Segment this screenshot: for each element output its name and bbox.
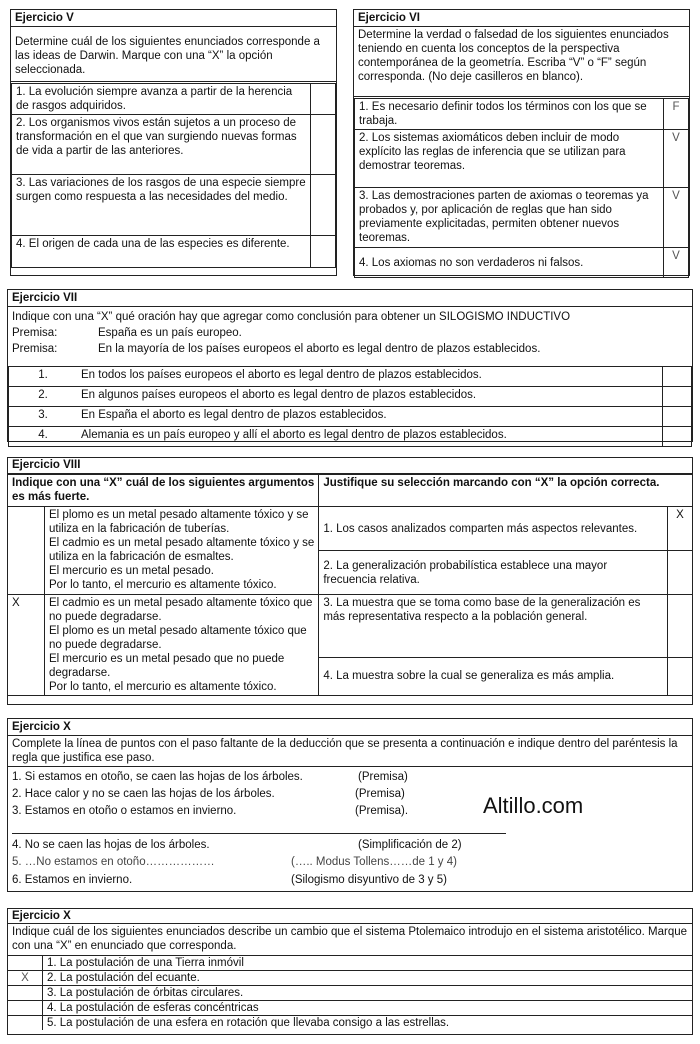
answer-cell[interactable] (8, 1001, 43, 1016)
option-text: 1. La evolución siempre avanza a partir de la herencia de rasgos adquiridos. (12, 84, 311, 115)
argument-line: El mercurio es un metal pesado que no puede degradarse. (49, 653, 285, 679)
answer-cell[interactable] (663, 427, 692, 447)
justification-text: 2. La generalización probabilística establece una mayor frecuencia relativa. (319, 551, 668, 595)
option-text: 4. El origen de cada una de las especies es diferente. (12, 236, 311, 268)
step-rule[interactable]: (….. Modus Tollens……de 1 y 4) (291, 856, 457, 868)
argument-line: El plomo es un metal pesado altamente tóxico y se utiliza en la fabricación de tuberías. (49, 509, 309, 535)
justification-text: 3. La muestra que se toma como base de la generalización es más representativa respecto a la población general. (319, 595, 668, 658)
exercise-title: Ejercicio V (11, 10, 336, 27)
argument-mark[interactable] (8, 507, 45, 595)
step-5 (12, 855, 215, 869)
option-row (355, 99, 689, 130)
answer-cell[interactable] (663, 387, 692, 407)
argument-line: El plomo es un metal pesado altamente tóxico que no puede degradarse. (49, 625, 307, 651)
exercise-7 (7, 289, 693, 442)
argument-line: Por lo tanto, el mercurio es altamente tóxico. (49, 579, 277, 591)
answer-cell[interactable]: V (664, 248, 689, 278)
option-row (9, 407, 692, 427)
premise-text: España es un país europeo. (98, 327, 242, 339)
step-4 (12, 838, 210, 852)
answer-cell[interactable] (8, 986, 43, 1001)
option-row (9, 427, 692, 447)
step-rule: (Premisa) (358, 771, 408, 783)
argument-row (8, 595, 692, 658)
option-text: 2. Los sistemas axiomáticos deben incluir de modo explícito las reglas de inferencia que se utilizan para demostrar teoremas. (355, 130, 664, 188)
step-rule: (Premisa). (355, 805, 409, 817)
step-3 (12, 804, 236, 818)
option-text: 3. La postulación de órbitas circulares. (43, 986, 693, 1001)
exercise-instructions: Determine la verdad o falsedad de los siguientes enunciados teniendo en cuenta los conceptos de la perspectiva contemporánea de la geometría. Escriba “V” o “F” según corresponda. (No deje casilleros en blanco). (354, 27, 689, 97)
step-2 (12, 787, 275, 801)
separator-line (12, 833, 506, 834)
option-text: 2. La postulación del ecuante. (43, 971, 693, 986)
option-row (8, 956, 692, 971)
answer-cell[interactable]: F (664, 99, 689, 130)
answer-cell[interactable] (311, 84, 336, 115)
exercise-10-deduction (7, 718, 693, 892)
option-row (12, 115, 336, 175)
answer-cell[interactable] (663, 407, 692, 427)
answer-cell[interactable] (311, 175, 336, 236)
step-rule: (Silogismo disyuntivo de 3 y 5) (291, 874, 447, 886)
exercise-title: Ejercicio X (8, 719, 692, 736)
option-row (355, 248, 689, 278)
exercise-instructions: Determine cuál de los siguientes enunciados corresponde a las ideas de Darwin. Marque con una “X” la opción seleccionada. (11, 27, 336, 82)
option-text: En algunos países europeos el aborto es legal dentro de plazos establecidos. (77, 387, 663, 407)
step-text: 1. Si estamos en otoño, se caen las hojas de los árboles. (12, 771, 303, 783)
argument-line: El mercurio es un metal pesado. (49, 565, 214, 577)
option-number: 1. (9, 367, 78, 387)
premise-label: Premisa: (12, 343, 58, 355)
answer-cell[interactable] (668, 551, 693, 595)
options-table (11, 83, 336, 268)
option-text: 4. Los axiomas no son verdaderos ni falsos. (355, 248, 664, 278)
option-row (9, 387, 692, 407)
option-row (12, 236, 336, 268)
option-text: 1. La postulación de una Tierra inmóvil (43, 956, 693, 971)
premise-text: En la mayoría de los países europeos el aborto es legal dentro de plazos establecidos. (98, 343, 541, 355)
exercise-title: Ejercicio VIII (8, 458, 692, 474)
option-row (9, 367, 692, 387)
argument-mark[interactable]: X (8, 595, 45, 696)
answer-cell[interactable] (311, 115, 336, 175)
option-row (355, 130, 689, 188)
answer-cell[interactable]: X (8, 971, 43, 986)
option-text: En España el aborto es legal dentro de plazos establecidos. (77, 407, 663, 427)
option-number: 3. (9, 407, 78, 427)
step-6 (12, 873, 132, 887)
arguments-table (8, 474, 692, 696)
header-row (8, 475, 692, 507)
argument-1 (45, 507, 319, 595)
exercise-instructions: Indique con una “X” qué oración hay que agregar como conclusión para obtener un SILOGISMO INDUCTIVO (12, 311, 571, 323)
answer-cell[interactable] (668, 595, 693, 658)
exercise-title: Ejercicio VI (354, 10, 689, 27)
justification-header: Justifique su selección marcando con “X” la opción correcta. (319, 475, 692, 507)
answer-cell[interactable]: V (664, 130, 689, 188)
option-text: Alemania es un país europeo y allí el aborto es legal dentro de plazos establecidos. (77, 427, 663, 447)
arguments-header: Indique con una “X” cuál de los siguientes argumentos es más fuerte. (8, 475, 319, 507)
exercise-instructions: Indique cuál de los siguientes enunciados describe un cambio que el sistema Ptolemaico introdujo en el sistema aristotélico. Marque con una “X” en enunciado que corresponda. (12, 926, 688, 952)
option-row (8, 1001, 692, 1016)
option-row (355, 188, 689, 248)
options-table (8, 955, 692, 1030)
premise-2 (8, 341, 692, 357)
answer-cell[interactable] (311, 236, 336, 268)
option-text: En todos los países europeos el aborto es legal dentro de plazos establecidos. (77, 367, 663, 387)
deduction-steps (8, 767, 692, 891)
exercise-instructions: Complete la línea de puntos con el paso faltante de la deducción que se presenta a continuación e indique dentro del paréntesis la regla que justifica ese paso. (8, 736, 692, 767)
watermark: Altillo.com (483, 793, 584, 818)
option-text: 3. Las demostraciones parten de axiomas o teoremas ya probados y, por aplicación de reglas que han sido previamente explicitadas, permiten obtener nuevos teoremas. (355, 188, 664, 248)
option-row (12, 175, 336, 236)
argument-line: El cadmio es un metal pesado altamente tóxico y se utiliza en la fabricación de esmaltes. (49, 537, 315, 563)
option-row (8, 971, 692, 986)
option-text: 4. La postulación de esferas concéntricas (43, 1001, 693, 1016)
argument-2 (45, 595, 319, 696)
exercise-10-ptolemy (7, 908, 693, 1035)
option-number: 4. (9, 427, 78, 447)
answer-cell[interactable]: V (664, 188, 689, 248)
option-number: 2. (9, 387, 78, 407)
step-text: 3. Estamos en otoño o estamos en invierno. (12, 805, 237, 817)
exercise-5 (10, 9, 337, 276)
exercise-6 (353, 9, 690, 276)
option-row (12, 84, 336, 115)
option-text: 3. Las variaciones de los rasgos de una especie siempre surgen como respuesta a las necesidades del medio. (12, 175, 311, 236)
answer-cell[interactable] (663, 367, 692, 387)
answer-cell[interactable] (668, 657, 693, 695)
option-row (8, 986, 692, 1001)
justification-text: 1. Los casos analizados comparten más aspectos relevantes. (319, 507, 668, 551)
premise-label: Premisa: (12, 327, 58, 339)
exercise-title: Ejercicio VII (8, 290, 692, 307)
option-text: 2. Los organismos vivos están sujetos a un proceso de transformación en el que van surgiendo nuevas formas de vida a partir de las anteriores. (12, 115, 311, 175)
step-rule: (Simplificación de 2) (358, 839, 462, 851)
options-table (8, 366, 692, 447)
step-text: 6. Estamos en invierno. (12, 874, 133, 886)
step-text: 4. No se caen las hojas de los árboles. (12, 839, 210, 851)
options-table (354, 98, 689, 278)
step-text: 2. Hace calor y no se caen las hojas de los árboles. (12, 788, 275, 800)
step-rule: (Premisa) (355, 788, 405, 800)
answer-cell[interactable]: X (668, 507, 693, 551)
step-text[interactable]: 5. …No estamos en otoño……………… (12, 856, 215, 868)
step-1 (12, 770, 303, 784)
option-text: 5. La postulación de una esfera en rotación que llevaba consigo a las estrellas. (43, 1016, 693, 1031)
answer-cell[interactable] (8, 956, 43, 971)
exercise-8 (7, 457, 693, 705)
exercise-title: Ejercicio X (8, 909, 692, 924)
premise-1 (8, 325, 692, 341)
argument-line: El cadmio es un metal pesado altamente tóxico que no puede degradarse. (49, 597, 313, 623)
option-row (8, 1016, 692, 1031)
argument-line: Por lo tanto, el mercurio es altamente tóxico. (49, 681, 277, 693)
justification-text: 4. La muestra sobre la cual se generaliza es más amplia. (319, 657, 668, 695)
option-text: 1. Es necesario definir todos los términos con los que se trabaja. (355, 99, 664, 130)
argument-row (8, 507, 692, 551)
answer-cell[interactable] (8, 1016, 43, 1031)
